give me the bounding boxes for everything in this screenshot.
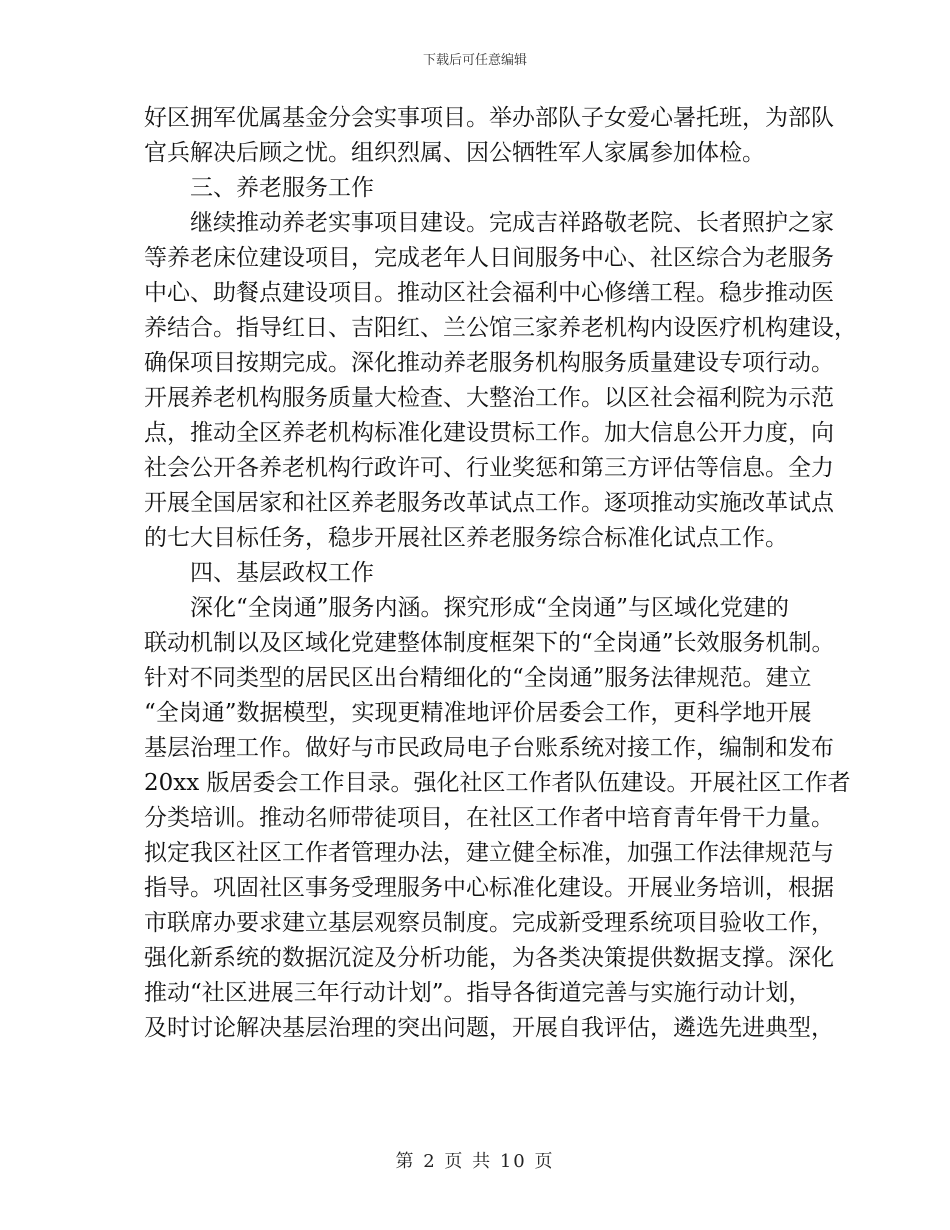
text-line: 社会公开各养老机构行政许可、行业奖惩和第三方评估等信息。全力 bbox=[144, 455, 834, 481]
text-line: 点，推动全区养老机构标准化建设贯标工作。加大信息公开力度，向 bbox=[144, 420, 834, 446]
text-line: 拟定我区社区工作者管理办法，建立健全标准，加强工作法律规范与 bbox=[144, 840, 834, 866]
text-line: 强化新系统的数据沉淀及分析功能，为各类决策提供数据支撑。深化 bbox=[144, 945, 834, 971]
text-line: 继续推动养老实事项目建设。完成吉祥路敬老院、长者照护之家 bbox=[190, 210, 834, 236]
text-line: 针对不同类型的居民区出台精细化的“全岗通”服务法律规范。建立 bbox=[144, 665, 812, 691]
text-line: 的七大目标任务，稳步开展社区养老服务综合标准化试点工作。 bbox=[144, 525, 788, 551]
text-line: 养结合。指导红日、吉阳红、兰公馆三家养老机构内设医疗机构建设， bbox=[144, 315, 857, 341]
text-line: 开展全国居家和社区养老服务改革试点工作。逐项推动实施改革试点 bbox=[144, 490, 834, 516]
text-line: 好区拥军优属基金分会实事项目。举办部队子女爱心暑托班，为部队 bbox=[144, 105, 834, 131]
page-number: 第 2 页 共 10 页 bbox=[395, 1151, 555, 1172]
text-line: 官兵解决后顾之忧。组织烈属、因公牺牲军人家属参加体检。 bbox=[144, 140, 765, 166]
text-line: 中心、助餐点建设项目。推动区社会福利中心修缮工程。稳步推动医 bbox=[144, 280, 834, 306]
text-line: 基层治理工作。做好与市民政局电子台账系统对接工作，编制和发布 bbox=[144, 735, 834, 761]
text-line: 市联席办要求建立基层观察员制度。完成新受理系统项目验收工作， bbox=[144, 910, 834, 936]
text-line: 指导。巩固社区事务受理服务中心标准化建设。开展业务培训，根据 bbox=[144, 875, 834, 901]
text-line: 等养老床位建设项目，完成老年人日间服务中心、社区综合为老服务 bbox=[144, 245, 834, 271]
text-line: 分类培训。推动名师带徒项目，在社区工作者中培育青年骨干力量。 bbox=[144, 805, 834, 831]
text-line: 20xx 版居委会工作目录。强化社区工作者队伍建设。开展社区工作者 bbox=[144, 770, 851, 796]
text-line: 联动机制以及区域化党建整体制度框架下的“全岗通”长效服务机制。 bbox=[144, 630, 835, 656]
section-heading: 三、养老服务工作 bbox=[190, 175, 374, 201]
section-heading: 四、基层政权工作 bbox=[190, 560, 374, 586]
text-line: 确保项目按期完成。深化推动养老服务机构服务质量建设专项行动。 bbox=[144, 350, 834, 376]
text-line: 深化“全岗通”服务内涵。探究形成“全岗通”与区域化党建的 bbox=[190, 595, 790, 621]
text-line: 推动“社区进展三年行动计划”。指导各街道完善与实施行动计划， bbox=[144, 980, 812, 1006]
body-text bbox=[144, 101, 857, 1046]
text-line: 开展养老机构服务质量大检查、大整治工作。以区社会福利院为示范 bbox=[144, 385, 834, 411]
text-line: “全岗通”数据模型，实现更精准地评价居委会工作，更科学地开展 bbox=[144, 700, 812, 726]
page-header: 下载后可任意编辑 bbox=[422, 53, 527, 68]
text-line: 及时讨论解决基层治理的突出问题，开展自我评估，遴选先进典型， bbox=[144, 1015, 834, 1041]
